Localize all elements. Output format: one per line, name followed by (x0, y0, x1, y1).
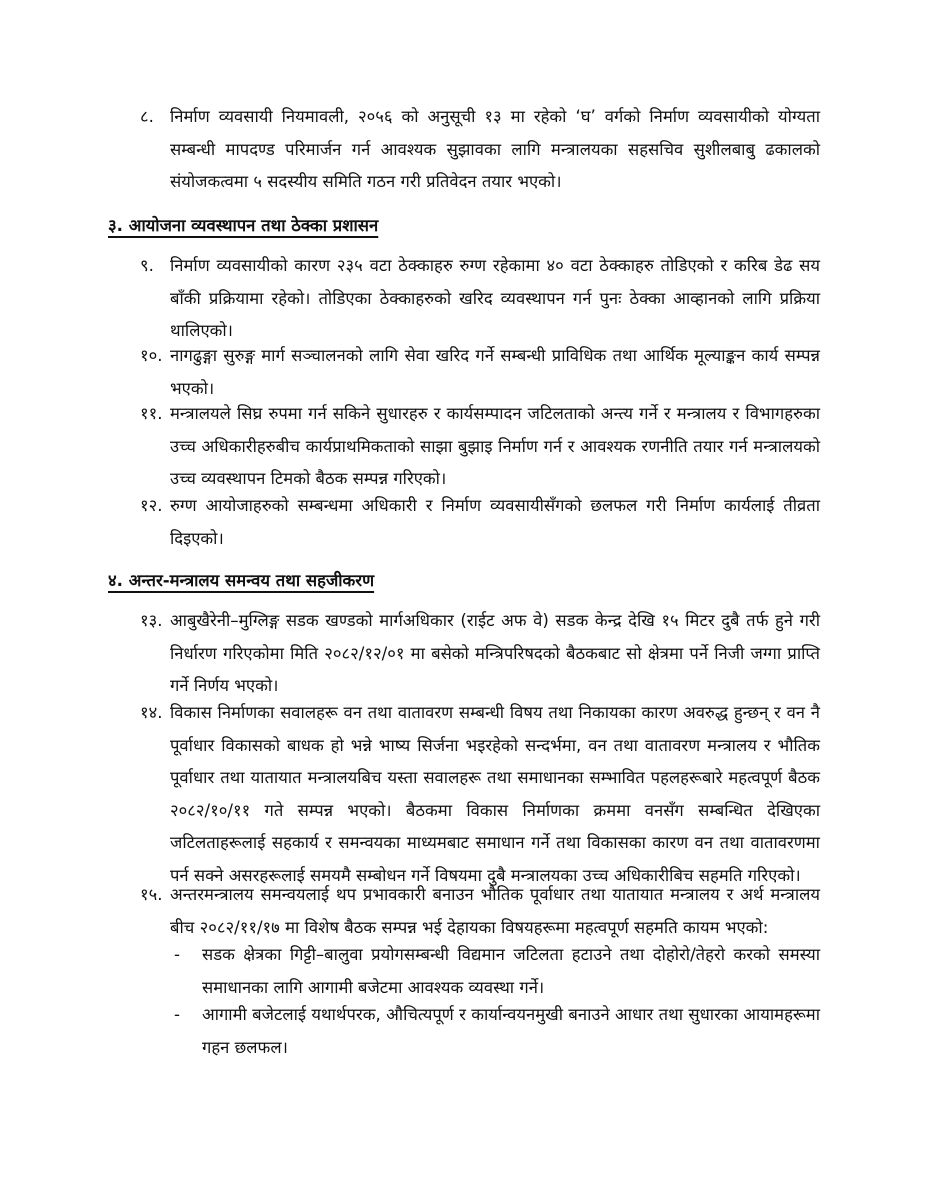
item-text: विकास निर्माणका सवालहरू वन तथा वातावरण सम्बन्धी विषय तथा निकायका कारण अवरुद्ध हुन्छन् र वन नै पूर्वाधार विकासको बाधक हो भन्ने भाष्य सिर्जना भइरहेको सन्दर्भमा, वन तथा वातावरण मन्त्रालय र भौतिक पूर्वाधार तथा यातायात मन्त्रालयबिच यस्ता सवालहरू तथा समाधानका सम्भावित पहलहरूबारे महत्वपूर्ण बैठक २०८२/१०/११ गते सम्पन्न भएको। बैठकमा विकास निर्माणका क्रममा वनसँग सम्बन्धित देखिएका जटिलताहरूलाई सहकार्य र समन्वयका माध्यमबाट समाधान गर्ने तथा विकासका कारण वन तथा वातावरणमा पर्न सक्ने असरहरूलाई समयमै सम्बोधन गर्ने विषयमा दुबै मन्त्रालयका उच्च अधिकारीबिच सहमति गरिएको। (170, 703, 820, 885)
list-item-10 (108, 340, 820, 405)
list-item-11 (108, 398, 820, 496)
item-text: मन्त्रालयले सिघ्र रुपमा गर्न सकिने सुधारहरु र कार्यसम्पादन जटिलताको अन्त्य गर्ने र मन्त्रालय र विभागहरुका उच्च अधिकारीहरुबीच कार्यप्राथमिकताको साझा बुझाइ निर्माण गर्न र आवश्यक रणनीति तयार गर्न मन्त्रालयको उच्च व्यवस्थापन टिमको बैठक सम्पन्न गरिएको। (170, 404, 820, 488)
list-item-13 (108, 605, 820, 703)
item-number: १२. (140, 496, 163, 515)
section-heading-3: ३. आयोजना व्यवस्थापन तथा ठेक्का प्रशासन (108, 216, 379, 235)
item-text: रुग्ण आयोजाहरुको सम्बन्धमा अधिकारी र निर्माण व्यवसायीसँगको छलफल गरी निर्माण कार्यलाई तीव्रता दिइएको। (170, 496, 820, 548)
list-item-9 (108, 250, 820, 348)
item-text: निर्माण व्यवसायी नियमावली, २०५६ को अनुसूची १३ मा रहेको ‘घ’ वर्गको निर्माण व्यवसायीको योग्यता सम्बन्धी मापदण्ड परिमार्जन गर्न आवश्यक सुझावका लागि मन्त्रालयका सहसचिव सुशीलबाबु ढकालको संयोजकत्वमा ५ सदस्यीय समिति गठन गरी प्रतिवेदन तयार भएको। (170, 107, 820, 191)
item-number: १३. (140, 611, 163, 630)
item-number: १४. (140, 703, 163, 722)
item-text: आबुखैरेनी–मुग्लिङ्ग सडक खण्डको मार्गअधिकार (राईट अफ वे) सडक केन्द्र देखि १५ मिटर दुबै तर्फ हुने गरी निर्धारण गरिएकोमा मिति २०८२/१२/०१ मा बसेको मन्त्रिपरिषदको बैठकबाट सो क्षेत्रमा पर्ने निजी जग्गा प्राप्ति गर्ने निर्णय भएको। (170, 611, 820, 695)
item-number: ८. (140, 107, 154, 126)
item-number: १५. (140, 885, 163, 904)
item-number: १०. (140, 346, 163, 365)
bullet-item-2 (170, 999, 820, 1064)
bullet-dash: - (174, 945, 180, 964)
bullet-item-1 (170, 939, 820, 1004)
item-number: ११. (140, 404, 163, 423)
bullet-text: सडक क्षेत्रका गिट्टी–बालुवा प्रयोगसम्बन्धी विद्यमान जटिलता हटाउने तथा दोहोरो/तेहरो करको समस्या समाधानका लागि आगामी बजेटमा आवश्यक व्यवस्था गर्ने। (202, 945, 820, 997)
bullet-dash: - (174, 1005, 180, 1024)
bullet-text: आगामी बजेटलाई यथार्थपरक, औचित्यपूर्ण र कार्यान्वयनमुखी बनाउने आधार तथा सुधारका आयामहरूमा गहन छलफल। (202, 1005, 820, 1057)
list-item-8 (108, 101, 820, 199)
item-text: निर्माण व्यवसायीको कारण २३५ वटा ठेक्काहरु रुग्ण रहेकामा ४० वटा ठेक्काहरु तोडिएको र करिब डेढ सय बाँकी प्रक्रियामा रहेको। तोडिएका ठेक्काहरुको खरिद व्यवस्थापन गर्न पुनः ठेक्का आव्हानको लागि प्रक्रिया थालिएको। (170, 256, 820, 340)
item-text: अन्तरमन्त्रालय समन्वयलाई थप प्रभावकारी बनाउन भौतिक पूर्वाधार तथा यातायात मन्त्रालय र अर्थ मन्त्रालय बीच २०८२/११/१७ मा विशेष बैठक सम्पन्न भई देहायका विषयहरूमा महत्वपूर्ण सहमति कायम भएको: (170, 885, 820, 937)
item-number: ९. (140, 256, 154, 275)
list-item-14 (108, 697, 820, 892)
item-text: नागढुङ्गा सुरुङ्ग मार्ग सञ्चालनको लागि सेवा खरिद गर्ने सम्बन्धी प्राविधिक तथा आर्थिक मूल्याङ्कन कार्य सम्पन्न भएको। (170, 346, 820, 398)
section-heading-4: ४. अन्तर-मन्त्रालय समन्वय तथा सहजीकरण (108, 571, 375, 590)
list-item-12 (108, 490, 820, 555)
list-item-15 (108, 879, 820, 944)
